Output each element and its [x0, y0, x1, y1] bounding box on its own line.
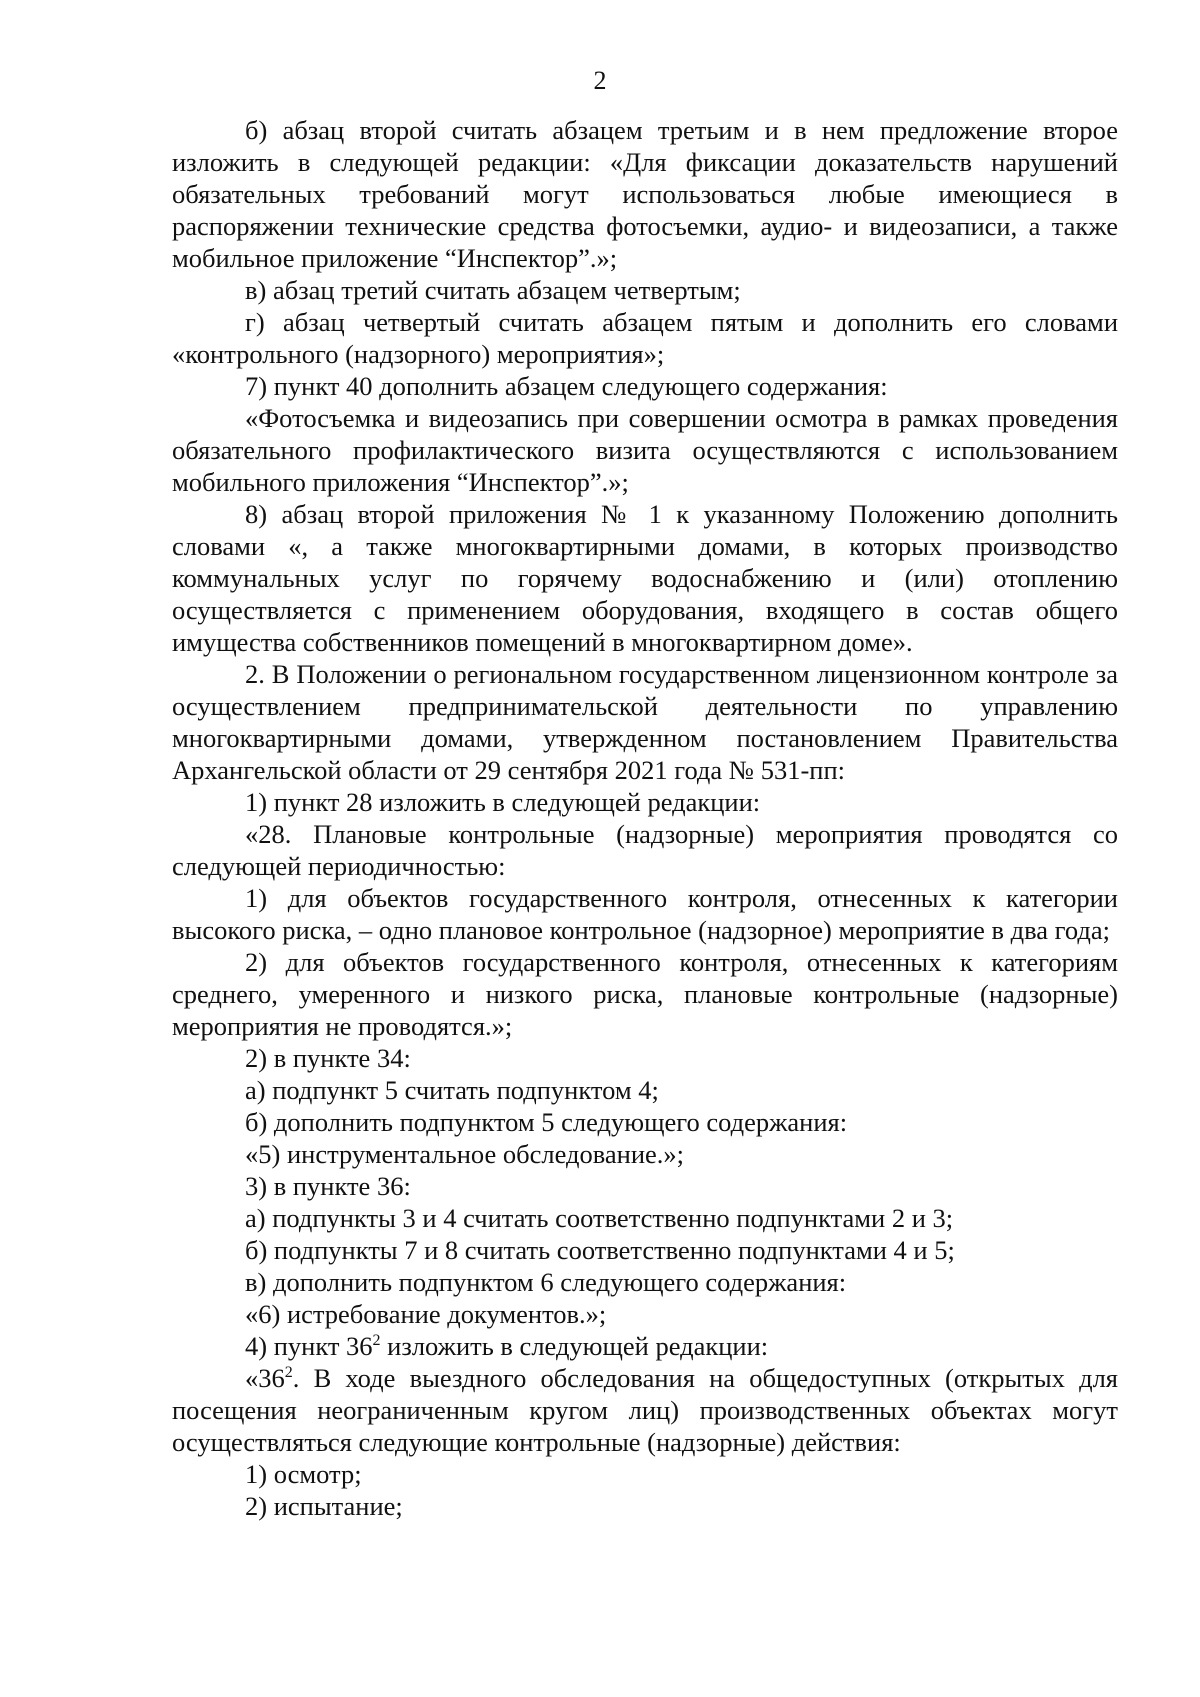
paragraph: б) дополнить подпунктом 5 следующего содержания:: [245, 1107, 848, 1137]
paragraph: «28. Плановые контрольные (надзорные) мероприятия проводятся со следующей периодичностью:: [172, 819, 1118, 881]
paragraph: 2) для объектов государственного контроля, отнесенных к категориям среднего, умеренного и низкого риска, плановые контрольные (надзорные) мероприятия не проводятся.»;: [172, 947, 1118, 1041]
paragraph: а) подпункт 5 считать подпунктом 4;: [245, 1075, 659, 1105]
paragraph: 1) для объектов государственного контроля, отнесенных к категории высокого риска, – одно плановое контрольное (надзорное) мероприятие в два года;: [172, 883, 1118, 945]
paragraph: в) дополнить подпунктом 6 следующего содержания:: [245, 1267, 847, 1297]
paragraph: «5) инструментальное обследование.»;: [245, 1139, 684, 1169]
paragraph: б) подпункты 7 и 8 считать соответственно подпунктами 4 и 5;: [245, 1235, 955, 1265]
paragraph: 8) абзац второй приложения № 1 к указанному Положению дополнить словами «, а также многоквартирными домами, в которых производство коммунальных услуг по горячему водоснабжению и (или) отоплению осуществляется с применением оборудования, входящего в состав общего имущества собственников помещений в многоквартирном доме».: [172, 499, 1118, 657]
text-fragment: изложить в следующей редакции:: [380, 1331, 769, 1361]
paragraph: 1) пункт 28 изложить в следующей редакции:: [245, 787, 761, 817]
text-fragment: . В ходе выездного обследования на общедоступных (открытых для посещения неограниченным кругом лиц) производственных объектах могут осуществляться следующие контрольные (надзорные) действия:: [172, 1363, 1118, 1457]
paragraph: 2) в пункте 34:: [245, 1043, 411, 1073]
page-number: 2: [593, 66, 607, 95]
document-body: [172, 114, 1118, 1522]
superscript: 2: [372, 1332, 381, 1349]
text-fragment: 4) пункт 36: [245, 1331, 373, 1361]
paragraph: в) абзац третий считать абзацем четвертым;: [245, 275, 741, 305]
paragraph: а) подпункты 3 и 4 считать соответственно подпунктами 2 и 3;: [245, 1203, 954, 1233]
paragraph: 2. В Положении о региональном государственном лицензионном контроле за осуществлением предпринимательской деятельности по управлению многоквартирными домами, утвержденном постановлением Правительства Архангельской области от 29 сентября 2021 года № 531-пп:: [172, 659, 1118, 785]
paragraph: [172, 1362, 1118, 1458]
text-fragment: «36: [245, 1363, 285, 1393]
paragraph: 7) пункт 40 дополнить абзацем следующего содержания:: [245, 371, 888, 401]
paragraph: 1) осмотр;: [245, 1459, 362, 1489]
paragraph: «Фотосъемка и видеозапись при совершении осмотра в рамках проведения обязательного профилактического визита осуществляются с использованием мобильного приложения “Инспектор”.»;: [172, 403, 1118, 497]
paragraph: г) абзац четвертый считать абзацем пятым и дополнить его словами «контрольного (надзорного) мероприятия»;: [172, 307, 1118, 369]
superscript: 2: [284, 1364, 293, 1381]
paragraph: «6) истребование документов.»;: [245, 1299, 607, 1329]
paragraph: 2) испытание;: [245, 1491, 403, 1521]
paragraph: [172, 1330, 1118, 1362]
paragraph: б) абзац второй считать абзацем третьим и в нем предложение второе изложить в следующей редакции: «Для фиксации доказательств нарушений обязательных требований могут использоваться любые имеющиеся в распоряжении технические средства фотосъемки, аудио- и видеозаписи, а также мобильное приложение “Инспектор”.»;: [172, 115, 1118, 273]
paragraph: 3) в пункте 36:: [245, 1171, 411, 1201]
